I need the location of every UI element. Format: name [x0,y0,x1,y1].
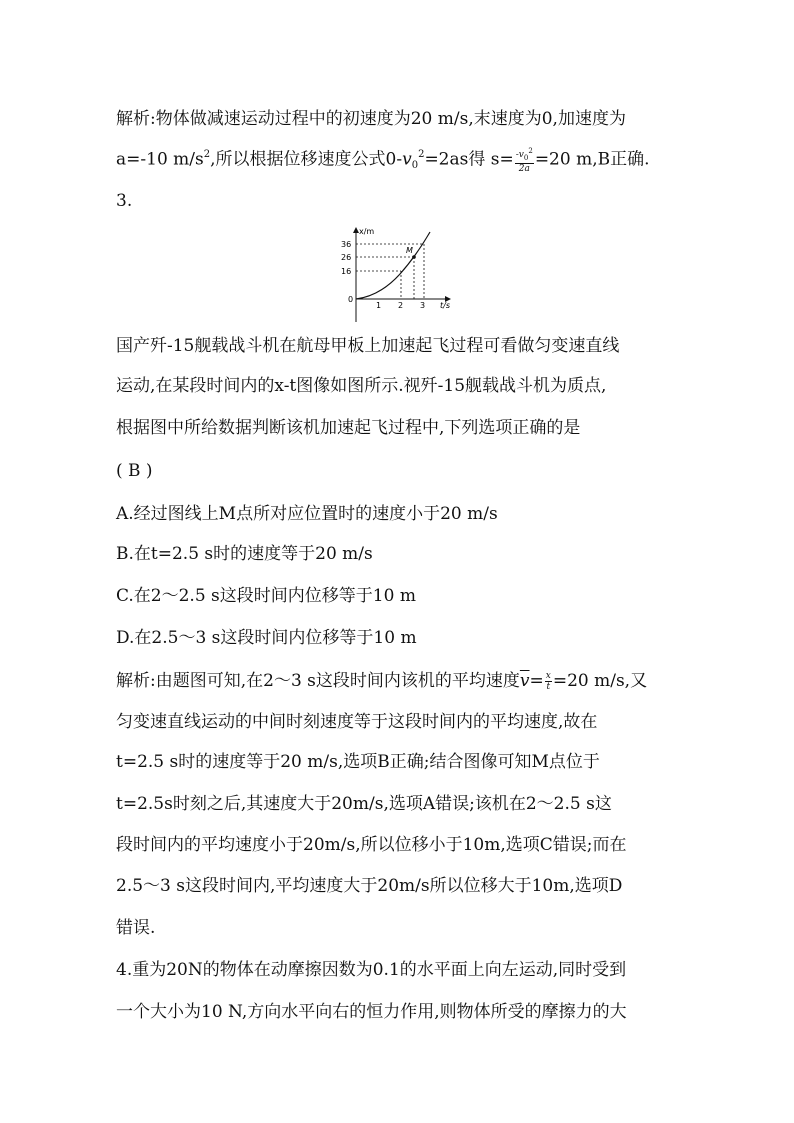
y-tick-26: 26 [341,253,352,262]
q4-line-1: 4.重为20N的物体在动摩擦因数为0.1的水平面上向左运动,同时受到 [116,960,627,980]
formula-text: ,所以根据位移速度公式0- [210,149,403,170]
q3-analysis-line-1: 解析:由题图可知,在2～3 s这段时间内该机的平均速度$\overline{v}=$ $\frac{x}{t}$ =20 m/s,又 [116,671,648,692]
y-tick-36: 36 [341,240,352,249]
q3-stem-line-2: 运动,在某段时间内的x-t图像如图所示.视歼-15舰载战斗机为质点, [116,376,607,396]
option-b: B.在t=2.5 s时的速度等于20 m/s [116,544,373,564]
origin-label: 0 [348,295,354,304]
point-m [412,255,416,259]
analysis-line-2 [116,146,650,174]
q3-analysis-line-2: 匀变速直线运动的中间时刻速度等于这段时间内的平均速度,故在 [116,712,598,732]
q3-answer: ( B ) [116,461,153,481]
mean-velocity-fraction: $\frac{x}{t}$ [545,671,551,692]
accel-exponent: 2 [203,149,211,161]
xt-graph-figure [340,222,460,327]
guide-lines [356,244,424,299]
option-a: A.经过图线上M点所对应位置时的速度小于20 m/s [116,504,498,524]
question-3-number: 3. [116,191,133,211]
accel-text: a=-10 m/s [116,149,204,170]
q3-stem-line-1: 国产歼-15舰载战斗机在航母甲板上加速起飞过程可看做匀变速直线 [116,336,620,356]
formula-text-2: =2as得 s= [424,149,514,170]
v0-exponent: 2 [418,149,425,161]
x-axis-label: t/s [440,301,450,310]
point-m-label: M [406,246,413,255]
v0-subscript: 0 [411,160,419,172]
fraction-denominator: 2a [518,163,530,174]
x-tick-2: 2 [398,301,404,310]
x-tick-1: 1 [376,301,382,310]
y-axis-label: x/m [359,227,375,236]
q3-stem-line-3: 根据图中所给数据判断该机加速起飞过程中,下列选项正确的是 [116,418,581,438]
q3-analysis-line-7: 错误. [116,918,156,938]
xt-curve [356,232,430,299]
mean-velocity-symbol: $\overline{v}$ [519,671,530,691]
y-tick-16: 16 [341,267,352,276]
fraction-numerator: $-v_0^2$ [515,147,533,162]
formula-result: =20 m,B正确. [534,149,650,170]
analysis-line-1: 解析:物体做减速运动过程中的初速度为20 m/s,末速度为0,加速度为 [116,109,626,129]
q3-analysis-line-4: t=2.5s时刻之后,其速度大于20m/s,选项A错误;该机在2～2.5 s这 [116,794,612,814]
v0-symbol: v [402,149,412,170]
option-d: D.在2.5～3 s这段时间内位移等于10 m [116,628,417,648]
x-tick-3: 3 [420,301,426,310]
displacement-fraction [515,146,534,174]
q4-line-2: 一个大小为10 N,方向水平向右的恒力作用,则物体所受的摩擦力的大 [116,1002,627,1022]
q3-analysis-line-5: 段时间内的平均速度小于20m/s,所以位移小于10m,选项C错误;而在 [116,835,627,855]
q3-analysis-line-6: 2.5～3 s这段时间内,平均速度大于20m/s所以位移大于10m,选项D [116,876,623,896]
q3-analysis-line-3: t=2.5 s时的速度等于20 m/s,选项B正确;结合图像可知M点位于 [116,752,600,772]
option-c: C.在2～2.5 s这段时间内位移等于10 m [116,586,416,606]
